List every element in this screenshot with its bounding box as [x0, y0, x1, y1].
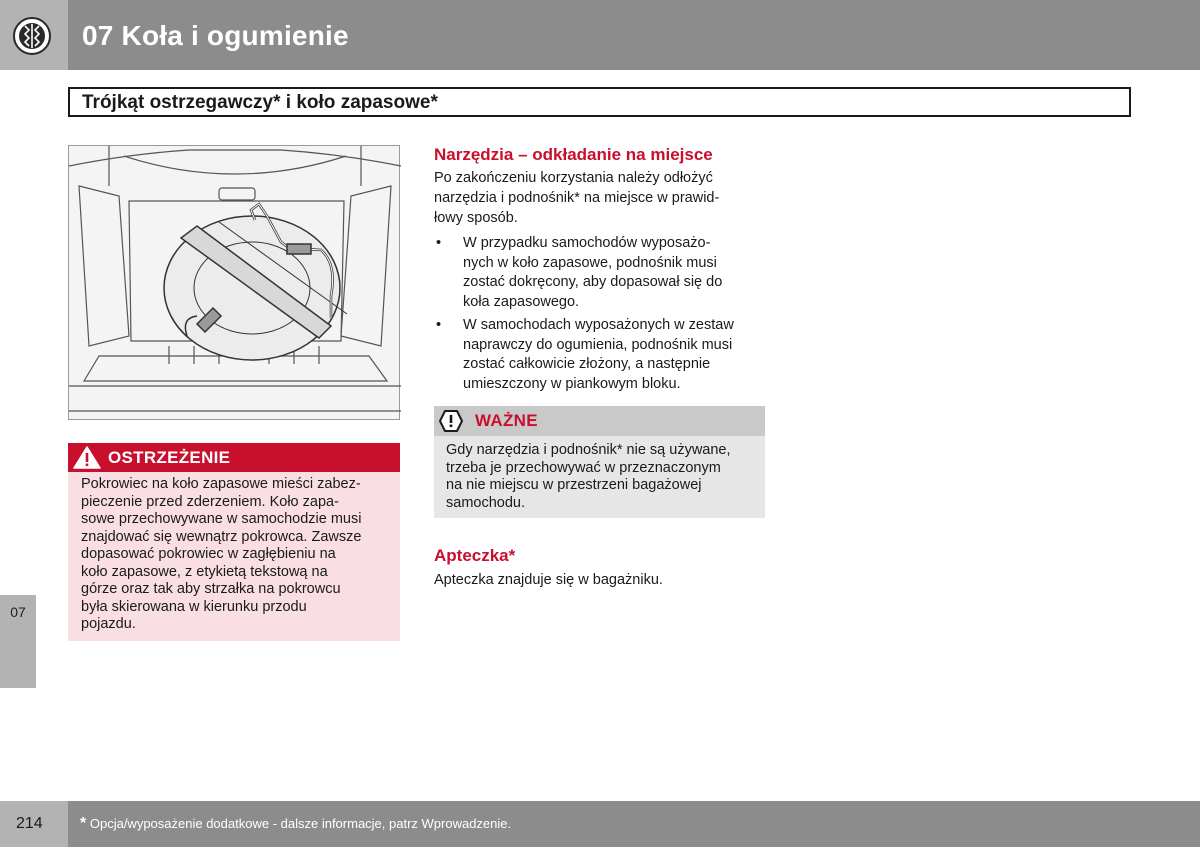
tools-intro-line: łowy sposób. [434, 210, 518, 226]
warning-line: znajdować się wewnątrz pokrowca. Zawsze [81, 528, 362, 545]
warning-line: koło zapasowe, z etykietą tekstową na [81, 563, 328, 580]
list-item [434, 234, 774, 312]
chapter-side-tab [0, 595, 36, 688]
bullet-icon: • [436, 235, 442, 251]
bullet-line: nych w koło zapasowe, podnośnik musi [463, 254, 717, 271]
important-body [434, 436, 765, 518]
list-item [434, 316, 774, 394]
section-title: Trójkąt ostrzegawczy* i koło zapasowe* [82, 92, 438, 113]
tools-heading: Narzędzia – odkładanie na miejsce [434, 145, 713, 164]
warning-line: była skierowana w kierunku przodu [81, 598, 307, 615]
spare-wheel-illustration [69, 146, 401, 421]
first-aid-heading: Apteczka* [434, 546, 516, 565]
warning-header [68, 443, 400, 472]
warning-text [81, 476, 389, 634]
spare-wheel-figure [68, 145, 400, 420]
bullet-line: naprawczy do ogumienia, podnośnik musi [463, 336, 733, 353]
warning-line: górze oraz tak aby strzałka na pokrowcu [81, 581, 341, 597]
first-aid-text: Apteczka znajduje się w bagażniku. [434, 572, 663, 588]
warning-line: dopasować pokrowiec w zagłębieniu na [81, 546, 336, 562]
tools-bullet-list [434, 234, 774, 398]
important-header [434, 406, 765, 436]
exclamation-icon [439, 410, 463, 432]
footnote [80, 815, 511, 833]
warning-line: pojazdu. [81, 616, 136, 632]
page-number: 214 [16, 815, 43, 832]
important-line: samochodu. [446, 494, 525, 511]
bullet-line: zostać dokręcony, aby dopasował się do [463, 274, 723, 290]
bullet-line: zostać całkowicie złożony, a następnie [463, 356, 711, 372]
bullet-icon: • [436, 317, 442, 333]
footnote-star: * [80, 815, 87, 832]
important-text [446, 442, 756, 512]
warning-title: OSTRZEŻENIE [108, 448, 231, 467]
warning-body [68, 472, 400, 641]
header-icon-tab [0, 0, 68, 70]
tools-intro [434, 168, 774, 228]
bullet-line: W samochodach wyposażonych w zestaw [463, 317, 734, 333]
important-title: WAŻNE [475, 411, 538, 430]
important-line: na nie miejscu w przestrzeni bagażowej [446, 477, 702, 493]
bullet-line: umieszczony w piankowym bloku. [463, 375, 681, 392]
footnote-text: Opcja/wyposażenie dodatkowe - dalsze informacje, patrz Wprowadzenie. [89, 816, 512, 831]
section-title-box [68, 87, 1131, 117]
tire-icon [12, 16, 52, 56]
important-line: Gdy narzędzia i podnośnik* nie są używane, [446, 442, 731, 458]
warning-line: pieczenie przed zderzeniem. Koło zapa- [81, 493, 339, 510]
tools-intro-line: narzędzia i podnośnik* na miejsce w prawid- [434, 190, 720, 206]
important-line: trzeba je przechowywać w przeznaczonym [446, 459, 721, 476]
warning-line: Pokrowiec na koło zapasowe mieści zabez- [81, 476, 361, 492]
bullet-line: koła zapasowego. [463, 293, 580, 310]
warning-line: sowe przechowywane w samochodzie musi [81, 511, 362, 527]
bullet-line: W przypadku samochodów wyposażo- [463, 235, 711, 251]
tools-intro-line: Po zakończeniu korzystania należy odłożyć [434, 170, 713, 186]
warning-triangle-icon [72, 445, 102, 470]
side-tab-label: 07 [10, 604, 26, 620]
chapter-title: 07 Koła i ogumienie [82, 20, 349, 51]
